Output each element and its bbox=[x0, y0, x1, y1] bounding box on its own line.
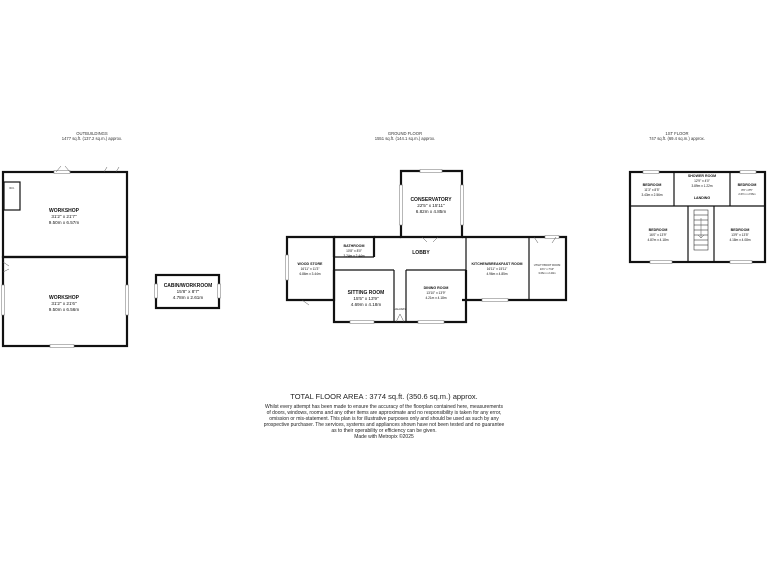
window bbox=[643, 171, 659, 174]
disclaimer-line: omission or mis-statement. This plan is for illustrative purposes only and should be used as such by any bbox=[269, 416, 499, 422]
room-dim-workshop-lower-imperial: 31'2" x 21'6" bbox=[51, 301, 77, 306]
room-name-wc: W.C. bbox=[9, 187, 15, 190]
room-dim-dining-room-metric: 4.21m x 4.18m bbox=[425, 296, 447, 300]
outbuildings-title: OUTBUILDINGS bbox=[76, 131, 108, 136]
room-dim-bedroom-1-imperial: 11'3" x 8'5" bbox=[644, 188, 660, 192]
disclaimer-line: as to their operability or efficiency can be given. bbox=[331, 428, 437, 434]
door-swing bbox=[396, 314, 404, 322]
room-name-workshop-lower: WORKSHOP bbox=[49, 295, 79, 301]
main-outline bbox=[374, 237, 566, 300]
room-dim-utility-metric: 3.06m x 2.40m bbox=[538, 272, 556, 275]
outbuildings-header bbox=[62, 131, 123, 141]
room-name-bedroom-1: BEDROOM bbox=[642, 183, 662, 187]
room-dim-kitchen-metric: 4.96m x 4.85m bbox=[486, 272, 508, 276]
room-name-bedroom-2: BEDROOM bbox=[737, 183, 757, 187]
room-name-bedroom-3: BEDROOM bbox=[648, 228, 668, 232]
room-name-wood-store: WOOD STORE bbox=[297, 262, 323, 266]
window bbox=[650, 261, 672, 264]
room-dim-dining-room-imperial: 13'10" x 13'9" bbox=[426, 291, 446, 295]
room-dim-bedroom-3-imperial: 16'0" x 13'9" bbox=[649, 233, 667, 237]
room-name-utility: UTILITY/BOOT ROOM bbox=[533, 264, 561, 267]
ground-floor-header bbox=[375, 131, 436, 141]
first-floor-header bbox=[649, 131, 705, 141]
window bbox=[740, 171, 756, 174]
room-dim-workshop-upper-imperial: 31'2" x 21'7" bbox=[51, 214, 77, 219]
window bbox=[418, 321, 444, 324]
outbuildings-area: 1477 sq.ft. (137.2 sq.m.) approx. bbox=[61, 136, 123, 141]
room-name-bathroom: BATHROOM bbox=[343, 244, 365, 248]
room-name-bedroom-4: BEDROOM bbox=[730, 228, 750, 232]
room-dim-conservatory-imperial: 22'5" x 15'11" bbox=[417, 203, 445, 208]
first-floor-plan bbox=[630, 171, 765, 264]
internal-walls bbox=[334, 237, 529, 322]
room-name-landing: LANDING bbox=[693, 196, 711, 200]
room-dim-bedroom-2-imperial: 8'9" x 8'5" bbox=[741, 189, 753, 192]
window bbox=[126, 285, 129, 315]
made-with-credit: Made with Metropix ©2025 bbox=[354, 434, 414, 440]
room-dim-bathroom-imperial: 10'8" x 8'0" bbox=[346, 249, 362, 253]
disclaimer-line: of doors, windows, rooms and any other items are approximate and no responsibility is taken for any error, bbox=[266, 410, 502, 416]
first-floor-title: 1ST FLOOR bbox=[665, 131, 689, 136]
window bbox=[400, 185, 403, 225]
room-dim-cabin-metric: 4.78m x 2.61m bbox=[172, 295, 204, 300]
window bbox=[155, 284, 158, 298]
room-dim-wood-store-metric: 6.86m x 3.44m bbox=[299, 272, 321, 276]
total-floor-area: TOTAL FLOOR AREA : 3774 sq.ft. (350.6 sq.m.) approx. bbox=[290, 392, 478, 401]
room-dim-bathroom-metric: 3.24m x 2.44m bbox=[343, 254, 365, 258]
window bbox=[420, 170, 442, 173]
footer bbox=[234, 392, 534, 440]
room-dim-bedroom-4-metric: 4.18m x 4.08m bbox=[729, 238, 751, 242]
room-dim-sitting-room-metric: 4.69m x 4.18m bbox=[350, 302, 382, 307]
disclaimer-line: prospective purchaser. The services, systems and appliances shown have not been tested and no guarantee bbox=[263, 422, 505, 428]
room-dim-workshop-upper-metric: 9.50m x 6.57m bbox=[48, 220, 80, 225]
room-dim-bedroom-2-metric: 2.67m x 2.56m bbox=[738, 193, 756, 196]
room-name-lobby: LOBBY bbox=[412, 250, 430, 256]
room-name-hallway: HALLWAY bbox=[394, 308, 406, 311]
window bbox=[286, 255, 289, 280]
room-name-shower-room: SHOWER ROOM bbox=[687, 174, 717, 178]
window bbox=[482, 299, 508, 302]
room-dim-workshop-lower-metric: 9.50m x 6.56m bbox=[48, 307, 80, 312]
window bbox=[350, 321, 374, 324]
room-dim-shower-room-imperial: 12'9" x 4'0" bbox=[694, 179, 710, 183]
room-dim-kitchen-imperial: 16'11" x 15'11" bbox=[486, 267, 508, 271]
room-name-dining-room: DINING ROOM bbox=[423, 286, 449, 290]
room-name-workshop-upper: WORKSHOP bbox=[49, 208, 79, 214]
window bbox=[461, 185, 464, 225]
room-dim-bedroom-4-imperial: 13'9" x 13'5" bbox=[731, 233, 749, 237]
room-dim-bedroom-1-metric: 3.43m x 2.56m bbox=[641, 193, 663, 197]
window bbox=[218, 284, 221, 298]
room-name-sitting-room: SITTING ROOM bbox=[347, 290, 385, 296]
window bbox=[2, 285, 5, 315]
room-name-kitchen: KITCHEN/BREAKFAST ROOM bbox=[471, 262, 523, 266]
window bbox=[730, 261, 752, 264]
room-dim-conservatory-metric: 6.82m x 4.85m bbox=[415, 209, 447, 214]
room-dim-sitting-room-imperial: 15'5" x 13'9" bbox=[353, 296, 379, 301]
room-dim-cabin-imperial: 15'8" x 8'7" bbox=[176, 289, 200, 294]
window bbox=[50, 345, 74, 348]
ground-floor-plan bbox=[286, 170, 567, 324]
ground-floor-area: 1551 sq.ft. (144.1 sq.m.) approx. bbox=[374, 136, 436, 141]
window bbox=[545, 236, 559, 239]
outbuildings-plan bbox=[2, 166, 221, 348]
room-dim-shower-room-metric: 3.89m x 1.22m bbox=[691, 184, 713, 188]
disclaimer-line: Whilst every attempt has been made to ensure the accuracy of the floorplan contained here, measurements bbox=[265, 404, 503, 410]
window bbox=[54, 171, 70, 174]
room-dim-bedroom-3-metric: 4.87m x 4.18m bbox=[647, 238, 669, 242]
first-floor-area: 747 sq.ft. (69.4 sq.m.) approx. bbox=[649, 136, 705, 141]
room-name-conservatory: CONSERVATORY bbox=[410, 197, 452, 203]
room-name-cabin: CABIN/WORKROOM bbox=[163, 283, 213, 289]
room-dim-wood-store-imperial: 16'11" x 11'3" bbox=[300, 267, 320, 271]
ground-floor-title: GROUND FLOOR bbox=[387, 131, 423, 136]
room-dim-utility-imperial: 10'1" x 7'10" bbox=[539, 268, 555, 271]
